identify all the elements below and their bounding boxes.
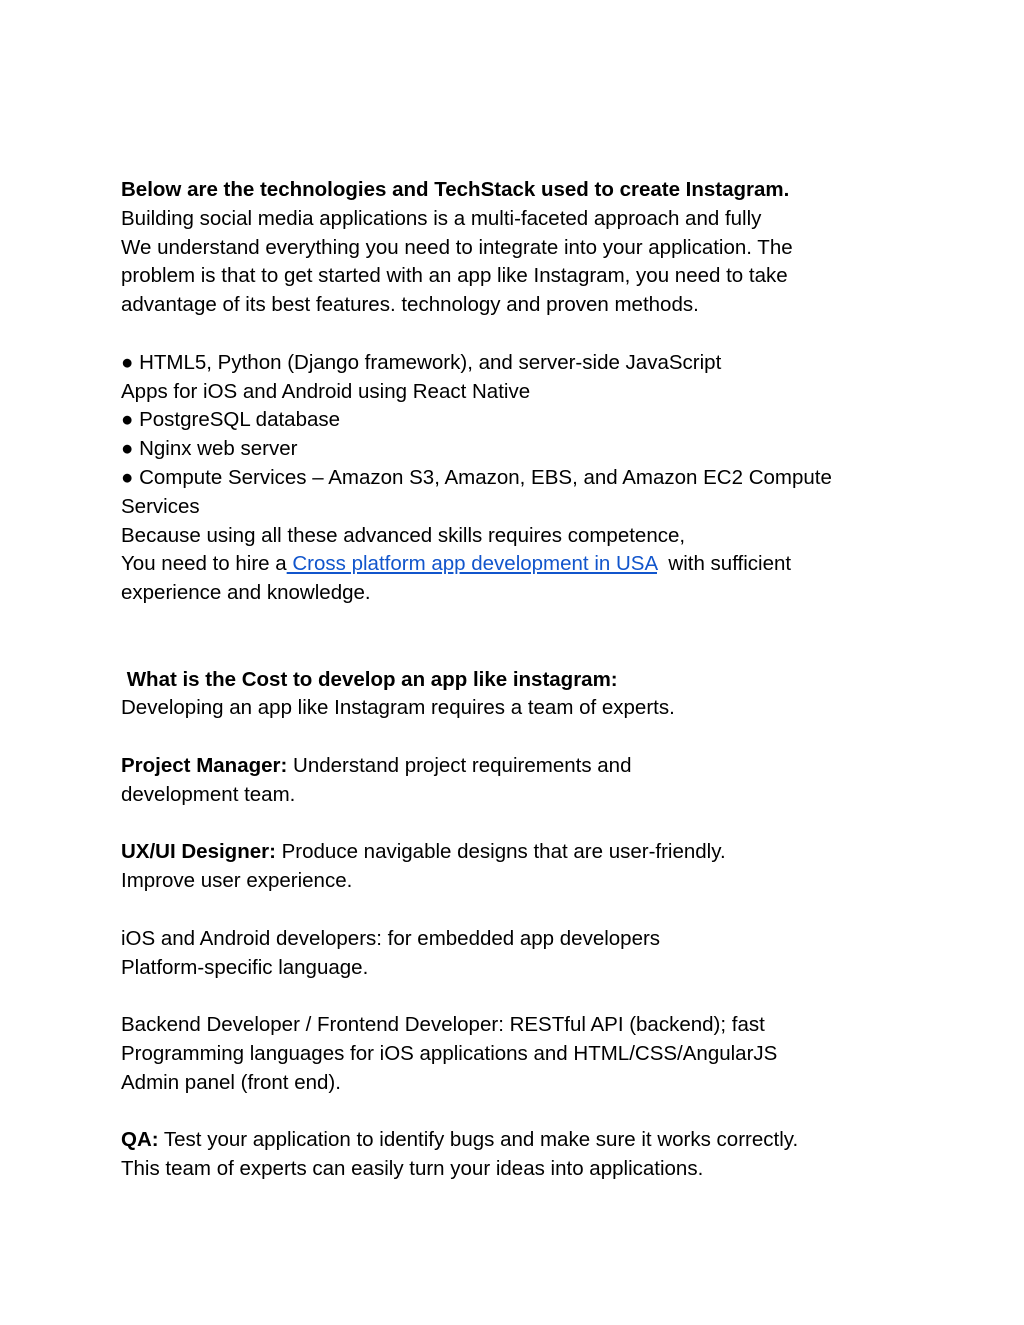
spacer: [121, 896, 921, 925]
ux-designer-label: UX/UI Designer:: [121, 840, 276, 864]
hire-prefix: You need to hire a: [121, 552, 287, 576]
mobile-dev-line: iOS and Android developers: for embedded app developers: [121, 926, 661, 950]
tech-intro-line: advantage of its best features. technology and proven methods.: [121, 293, 699, 317]
hire-suffix: with sufficient: [657, 552, 792, 576]
backend-dev-line-2: Programming languages for iOS applications and HTML/CSS/AngularJS: [121, 1041, 778, 1065]
competence-line: Because using all these advanced skills requires competence,: [121, 523, 686, 547]
project-manager-line: [121, 752, 921, 781]
hire-line-2: experience and knowledge.: [121, 581, 371, 605]
document-page: [121, 176, 921, 1184]
backend-dev-line-3: Admin panel (front end).: [121, 1070, 341, 1094]
spacer: [121, 982, 921, 1011]
tech-intro-line: Building social media applications is a multi-faceted approach and fully: [121, 206, 762, 230]
spacer: [121, 723, 921, 752]
tech-heading: Below are the technologies and TechStack used to create Instagram.: [121, 178, 790, 201]
stack-item-webserver: ● Nginx web server: [121, 437, 298, 461]
project-manager-label: Project Manager:: [121, 753, 288, 777]
qa-text: Test your application to identify bugs and make sure it works correctly.: [158, 1128, 799, 1152]
spacer: [121, 810, 921, 839]
project-manager-line-2: development team.: [121, 782, 296, 806]
mobile-dev-line-2: Platform-specific language.: [121, 955, 369, 979]
tech-intro-line: We understand everything you need to integrate into your application. The: [121, 235, 793, 259]
stack-item-compute-cont: Services: [121, 494, 200, 518]
cross-platform-link[interactable]: Cross platform app development in USA: [286, 552, 657, 576]
hire-line: [121, 550, 921, 579]
spacer: [121, 320, 921, 349]
qa-label: QA:: [121, 1128, 159, 1152]
qa-line: [121, 1126, 921, 1155]
stack-item-database: ● PostgreSQL database: [121, 408, 341, 432]
stack-item-compute: ● Compute Services – Amazon S3, Amazon, EBS, and Amazon EC2 Compute: [121, 465, 832, 489]
ux-designer-line: [121, 838, 921, 867]
spacer: [121, 1098, 921, 1127]
tech-intro-line: problem is that to get started with an app like Instagram, you need to take: [121, 264, 788, 288]
stack-item-mobile: Apps for iOS and Android using React Native: [121, 379, 531, 403]
ux-designer-line-2: Improve user experience.: [121, 869, 353, 893]
cost-intro: Developing an app like Instagram requires a team of experts.: [121, 696, 675, 720]
backend-dev-line: Backend Developer / Frontend Developer: RESTful API (backend); fast: [121, 1013, 765, 1037]
stack-item-backend: ● HTML5, Python (Django framework), and server-side JavaScript: [121, 350, 722, 374]
qa-line-2: This team of experts can easily turn your ideas into applications.: [121, 1157, 704, 1181]
cost-heading: What is the Cost to develop an app like instagram:: [121, 667, 618, 691]
ux-designer-text: Produce navigable designs that are user-friendly.: [275, 840, 726, 864]
spacer: [121, 608, 921, 666]
project-manager-text: Understand project requirements and: [287, 753, 632, 777]
